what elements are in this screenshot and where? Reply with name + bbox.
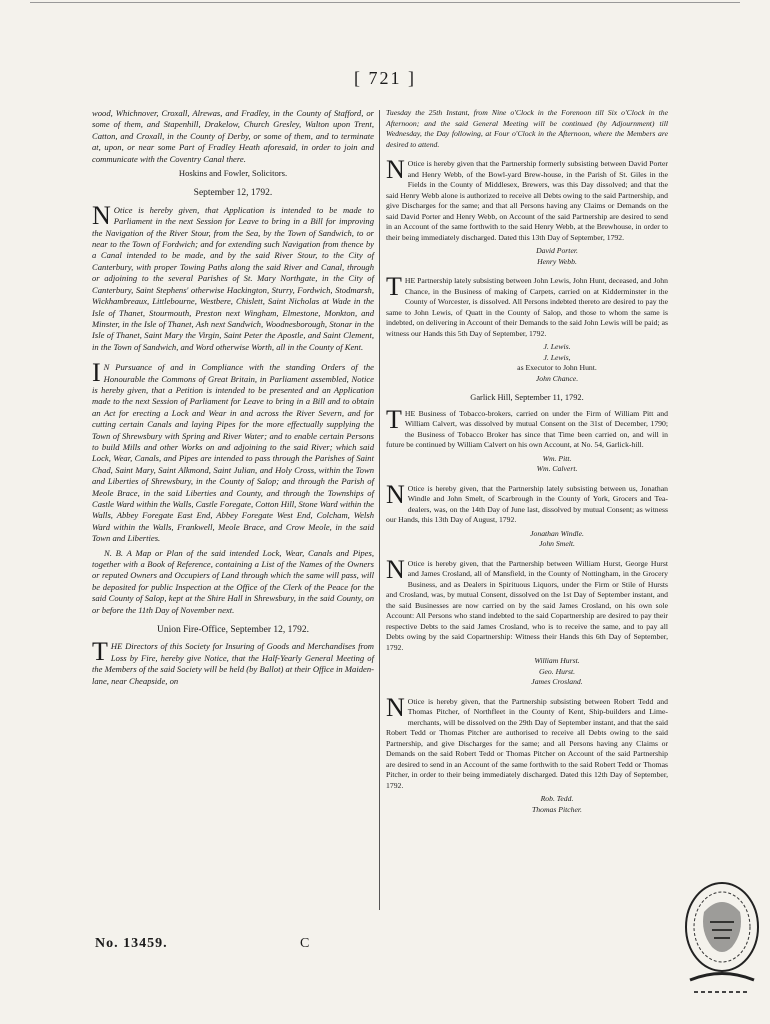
notice-porter-webb [386,155,668,267]
signature-block [386,342,668,384]
signature: John Chance. [535,373,579,383]
notice-text [92,637,374,687]
signature: Hoskins and Fowler, Solicitors. [178,168,288,179]
notice-heading: Garlick Hill, September 11, 1792. [470,393,584,402]
drop-cap: N [386,554,405,584]
signature: Rob. Tedd. [540,794,574,803]
signature-note: as Executor to John Hunt. [517,363,597,372]
signature-block [386,529,668,550]
notice-text [386,155,668,243]
signature: William Hurst. [534,656,580,665]
notice-text [92,358,374,545]
top-rule [30,2,740,3]
notice-text [386,479,668,526]
notice-nb: N. B. A Map or Plan of the said intended Lock, Wear, Canals and Pipes, together with a Book of Reference, containing a List of the Names of the Owners or reputed Owners and Occupiers of Land through which the same will pass, will be deposited for public Inspection at the Office of the Clerk of the Peace for the said County of Salop, kept at the Shire Hall in Shrewsbury, in the said County, on or before the 11th Day of November next. [92,547,374,615]
drop-cap: N [386,479,405,509]
notice-text [386,404,668,451]
notice-body: HE Partnership lately subsisting between John Lewis, John Hunt, deceased, and John Chance, in the Business of making of Carpets, carried on at Kidderminster in the County of Worcester, is dissolved. All Persons indebted thereto are desired to pay the same to John Lewis, of Quatt in the County of Salop, and those to whom the same is indebted, on delivering in Account of their Demands to the said John Lewis will be paid; as witness our Hands this 5th Day of September, 1792. [386,276,668,338]
notice-pitt-calvert [386,393,668,475]
signature: Wm. Calvert. [536,464,578,473]
signature: J. Lewis. [543,342,571,351]
notice-text [386,554,668,654]
signature: John Smelt. [539,539,575,548]
notice-lewis-chance [386,272,668,384]
notice-fradley-canal-continued [92,108,374,179]
notice-body: HE Business of Tobacco-brokers, carried on under the Firm of William Pitt and William Calvert, was dissolved by mutual Consent on the 31st of December, 1790; the Business of Tobacco Broker has since that Time been carried on, and will in future be continued by William Calvert on his own Account, at No. 54, Garlick-hill. [386,408,668,449]
signature-block [386,656,668,688]
issue-number: No. 13459. [95,936,168,951]
notice-text [92,200,374,353]
notice-text: wood, Whichnover, Croxall, Alrewas, and Fradley, in the County of Stafford, or some of them, and Stapenhill, Drakelow, Church Gresley, Walton upon Trent, Catton, and Croxall, in the County of Derby, or some of them, and to terminate at, upon, or near some Part of Fradley Heath aforesaid, in order to join and communicate with the Coventry Canal there. [92,108,374,164]
library-stamp-icon [682,872,762,1012]
notice-heading: Union Fire-Office, September 12, 1792. [156,625,310,636]
page-number: [ 721 ] [354,68,416,88]
column-divider [379,110,380,910]
notice-windle-smelt [386,479,668,550]
drop-cap: T [92,637,108,667]
left-column [92,108,374,696]
signature: J. Lewis, [543,352,571,362]
drop-cap: I [92,358,101,388]
notice-tedd-pitcher [386,692,668,816]
signature-block [386,794,668,815]
signature: Geo. Hurst. [538,666,576,676]
notice-date: September 12, 1792. [193,188,273,199]
notice-body: Otice is hereby given, that the Partnership lately subsisting between us, Jonathan Windle and John Smelt, of Scarbrough in the County of York, Grocers and Tea-dealers, was, on the 14th Day of June last, dissolved by mutual Consent; as witness our Hands, this 13th Day of August, 1792. [386,483,668,524]
notice-body: Otice is hereby given, that Application is intended to be made to Parliament in the next Session for Leave to bring in a Bill for improving the Navigation of the River Stour, from the Sea, by the Town of Sandwich, to or near to the Town of Fordwich; and for extending such Navigation from thence by a Canal intended to be made, and by the said River Stour, to the City of Canterbury, with proper Towing Paths along the said River and Canal, through or adjoining to the several Parishes of St. Mary Northgate, in the City of Canterbury, Saint Stephens' otherwise Hackington, Sturry, Fordwich, Stodmarsh, Wickhambreaux, Littlebourne, Westbere, Chislett, Saint Nicholas at Wade in the Isle of Thanet, Stourmouth, Preston next Wingham, Elmestone, Monkton, and Minster, in the Isle of Thanet, Ash next Sandwich, Woodnesborough, Stonar in the Isle of Thanet, Saint Mary the Virgin, Saint Peter the Apostle, and Saint Clement, in the Town of Sandwich, and Word otherwise Worth, all in the County of Kent. [92,204,374,352]
notice-body: Otice is hereby given, that the Partnership between William Hurst, George Hurst and James Crosland, all of Mansfield, in the County of Nottingham, in the Grocery Business, and as Dealers in Spirituous Liquors, under the Firm or Stile of Hursts and Crosland, was, by mutual Consent, dissolved on the 1st Day of September instant, and the said Businesses are now carried on by the said James Crosland, on his own sole Account: All Persons who stand indebted to the said Copartnership are desired to pay their respective Debts to the said James Crosland, who is to receive the same, and to pay all Debts owing by the said Copartnership: Witness their Hands this 6th Day of September, 1792. [386,558,668,652]
drop-cap: T [386,404,402,434]
notice-shrewsbury-lock [92,358,374,616]
signature: Wm. Pitt. [542,453,572,463]
signature-block [386,454,668,475]
signature-block [386,246,668,267]
signature: Jonathan Windle. [530,528,584,538]
signature-mark: C [300,936,310,951]
notice-hurst-crosland [386,554,668,688]
signature: James Crosland. [531,677,583,686]
drop-cap: N [386,692,405,722]
notice-text [386,692,668,792]
drop-cap: N [92,200,111,230]
notice-body: Otice is hereby given, that the Partnership subsisting between Robert Tedd and Thomas Pitcher, of Northfleet in the County of Kent, Ship-builders and Lime-merchants, will be dissolved on the 29th Day of September instant, and that the said Robert Tedd or Thomas Pitcher are authorised to receive all Debts owing to the said Partnership, and give Discharges for the same; and all Persons having any Claims or Demands on the said Robert Tedd or Thomas Pitcher on Account of the said Partnership are desired to send in an Account of the same forthwith to the said Robert Tedd or Thomas Pitcher, in order to their being immediately discharged. Dated this 12th Day of September, 1792. [386,696,668,790]
drop-cap: N [386,155,405,184]
signature: Thomas Pitcher. [532,804,582,814]
notice-body: HE Directors of this Society for Insuring of Goods and Merchandises from Loss by Fire, hereby give Notice, that the Half-Yearly General Meeting of the Members of the said Society will be held (by Ballot) at their Office in Maiden-lane, near Cheapside, on [92,641,374,686]
right-column [386,108,668,824]
notice-body: Otice is hereby given that the Partnership formerly subsisting between David Porter and Henry Webb, of the Bowl-yard Brew-house, in the Parish of St. Giles in the Fields in the County of Middlesex, Brewers, was this Day dissolved; and that the said Henry Webb alone is authorized to receive all Debts owing to the said Partnership, and give Discharges for the same; and that all Persons having any Claims or Demands on the said David Porter and Henry Webb, on Account of the said Partnership are desired to send in an Account of the same forthwith to the said Henry Webb, at the Brewhouse, in order to their being immediately discharged. Dated this 13th Day of September, 1792. [386,159,668,242]
signature: David Porter. [536,246,578,255]
notice-union-fire-office [92,625,374,687]
notice-body: N Pursuance of and in Compliance with the standing Orders of the Honourable the Commons of Great Britain, in Parliament assembled, Notice is hereby given, that a Petition is intended to be presented and an Application made to the next Session of Parliament for Leave to bring in a Bill and to obtain an Act for erecting a Lock and Wear in and across the River Severn, and for cutting certain Canals and laying Pipes for the more effectually supplying the Town of Shrewsbury with Spring and River Water; and to enable certain Persons to build Mills and other Works on and adjoining to the said River; which said Lock, Wear, Canals, and Pipes are intended to pass through the Parishes of Saint Chad, Saint Mary, Saint Alkmond, Saint Julian, and Holy Cross, within the Town and Liberties of Shrewsbury, in the County of Salop; and through the Parish of Meole Brace, in the said Liberties and County, and through the Townships of Castle Ward within the Walls, Castle Foregate, Cotton Hill, Stone Ward within the Walls, Abbey Foregate East End, Abbey Foregate West End, Colcham, Welsh Ward within the Walls, Frankwell, Meole Brace, and Crow Meole, in the said Town and Liberties. [92,362,374,544]
notice-text [386,272,668,339]
notice-text: Tuesday the 25th Instant, from Nine o'Clock in the Forenoon till Six o'Clock in the Afternoon; and the said General Meeting will be continued (by Adjournment) till Wednesday, the Day following, at Four o'Clock in the Afternoon, where the Members are desired to attend. [386,108,668,149]
notice-river-stour [92,188,374,353]
drop-cap: T [386,272,402,301]
signature: Henry Webb. [537,256,577,266]
notice-union-fire-office-continued [386,108,668,150]
